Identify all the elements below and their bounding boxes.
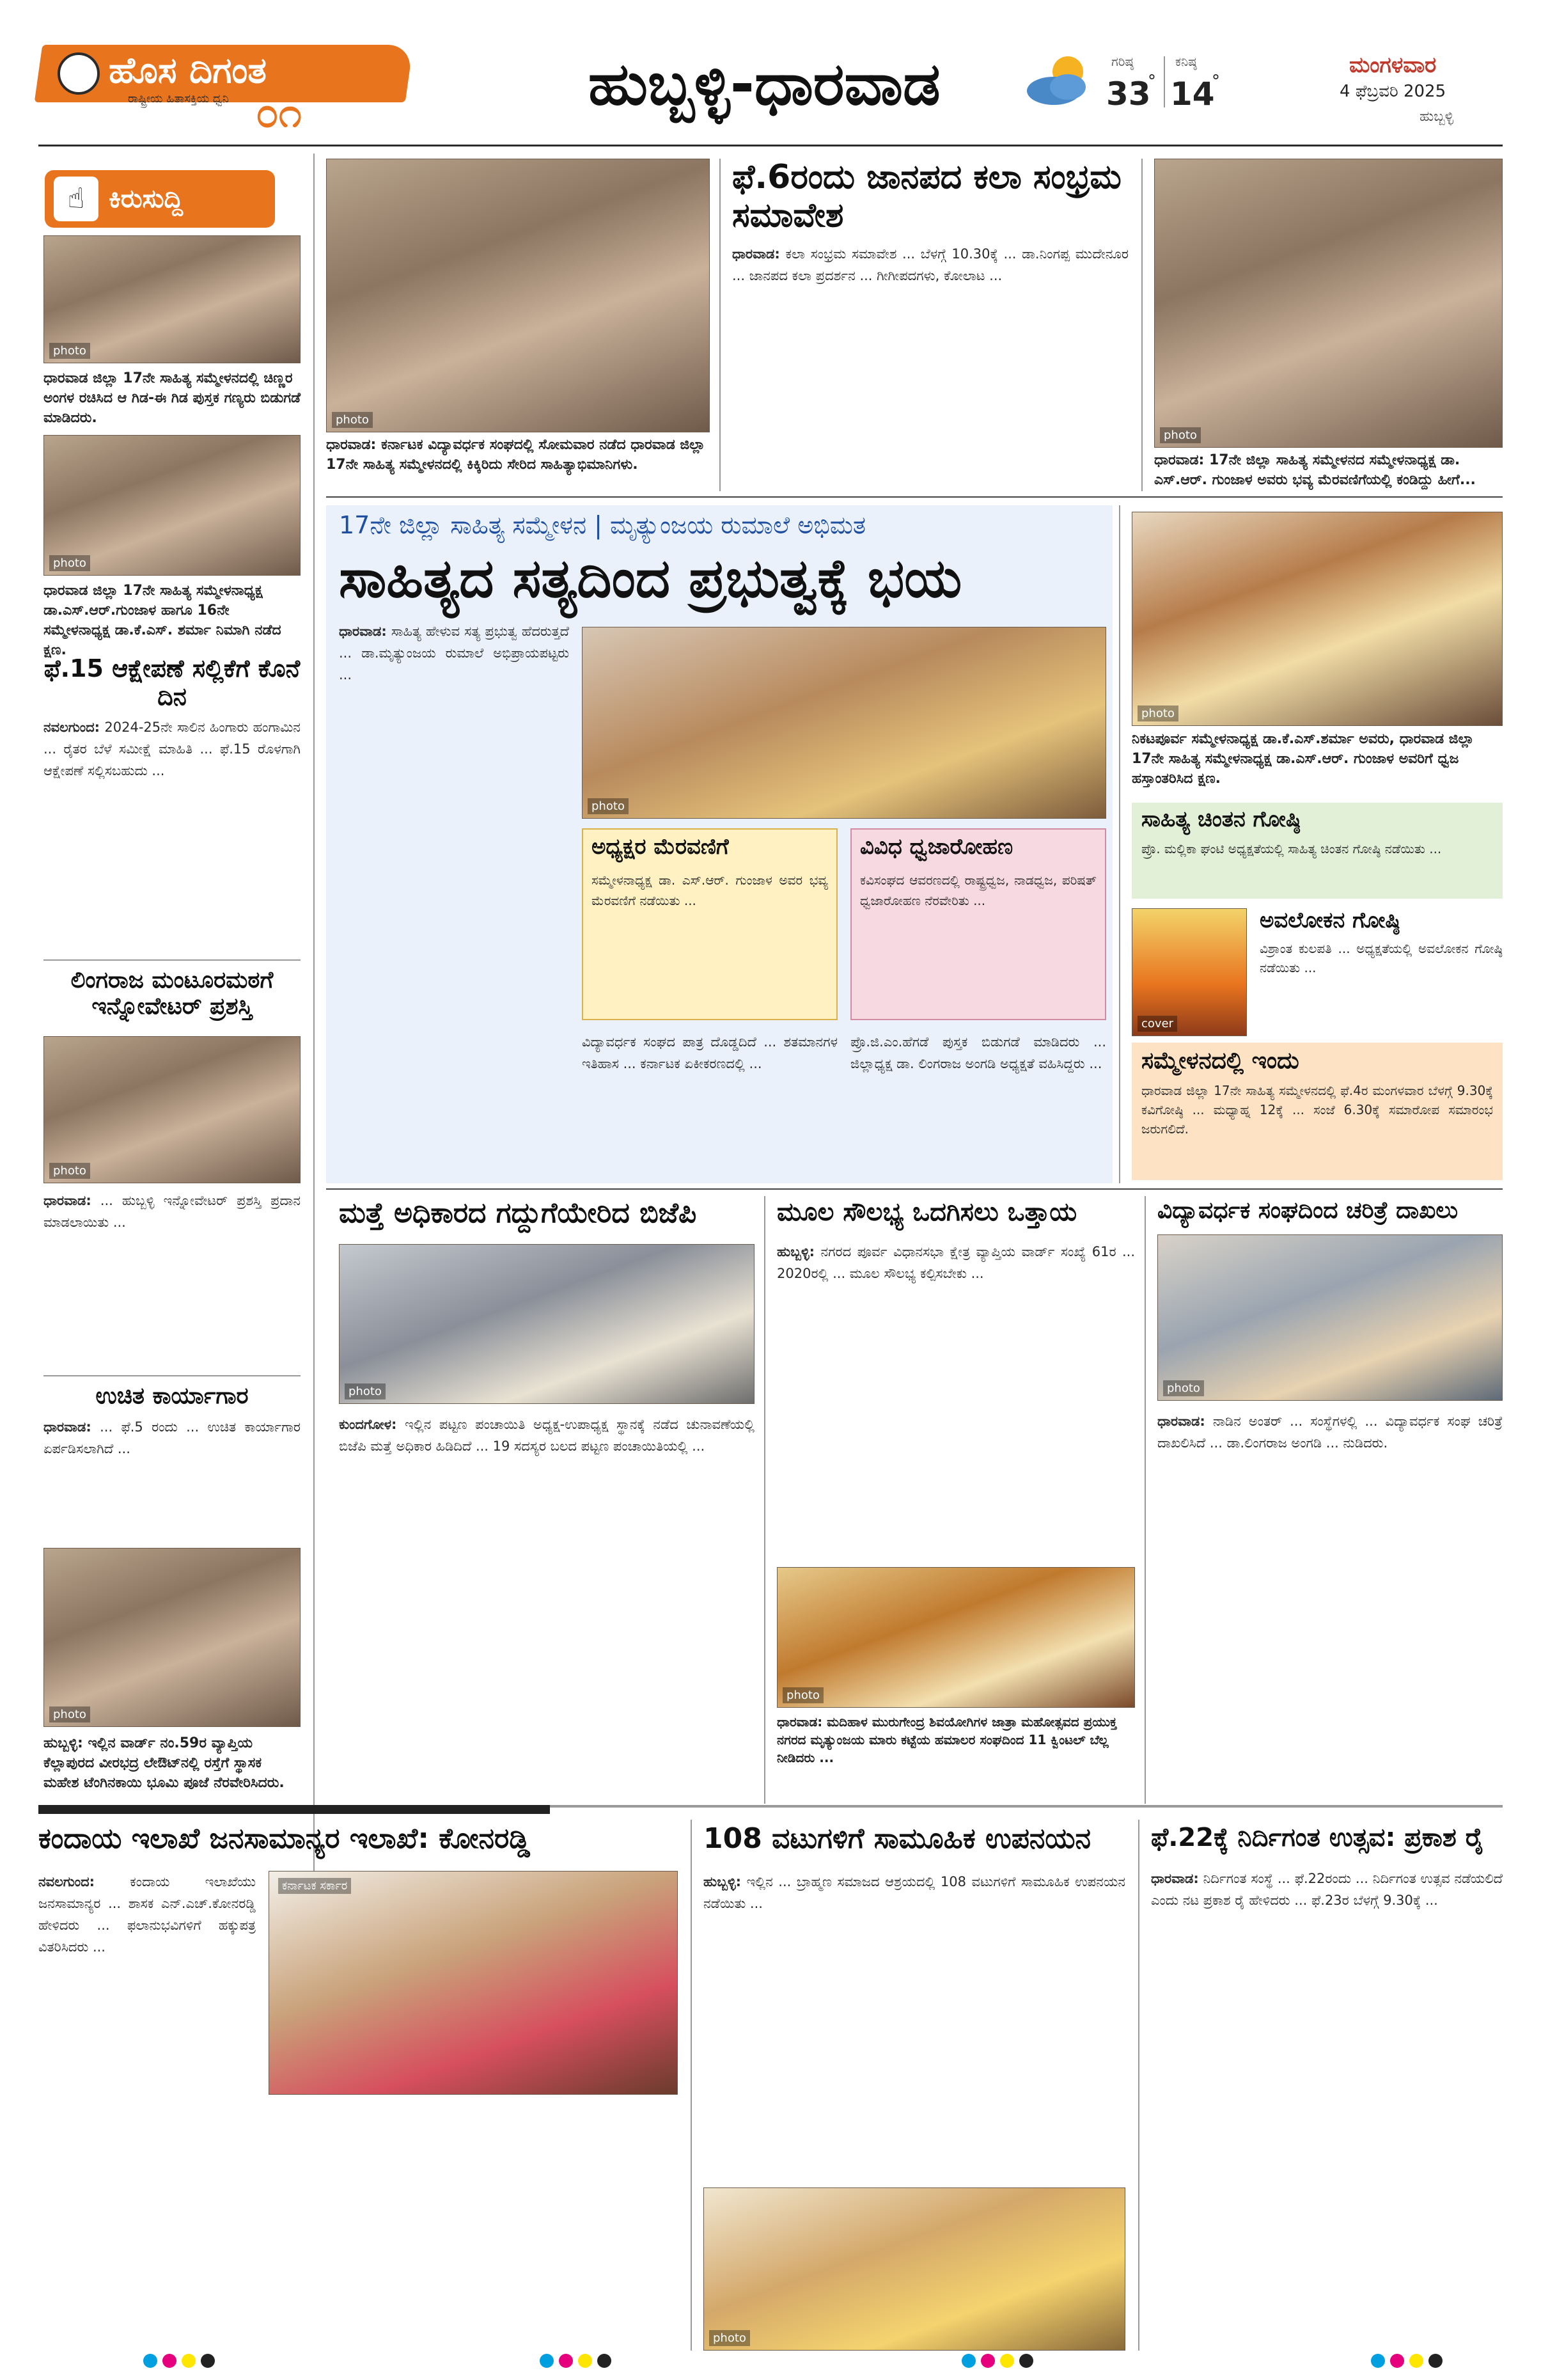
- main-text-col1-text: ಸಾಹಿತ್ಯ ಹೇಳುವ ಸತ್ಯ ಪ್ರಭುತ್ವ ಹೆದರುತ್ತದೆ ... ಡಾ.ಮೃತ್ಯುಂಜಯ ರುಮಾಲೆ ಅಭಿಪ್ರಾಯಪಟ್ಟರು ...: [339, 624, 569, 682]
- edition-title: ಹುಬ್ಬಳ್ಳಿ-ಧಾರವಾಡ: [588, 50, 941, 118]
- top-row-rule: [326, 496, 1503, 498]
- kirusuddi-icon: ☝: [54, 177, 98, 221]
- weather-max-value: 33: [1106, 75, 1151, 113]
- issue-day: ಮಂಗಳವಾರ: [1349, 52, 1437, 78]
- right-column-divider: [1119, 505, 1120, 1183]
- main-photo-stage: photo: [582, 627, 1106, 819]
- weather-divider: [1164, 56, 1165, 107]
- weather-icon: [1023, 51, 1093, 109]
- left-story-1-body: [43, 716, 301, 782]
- left-story-1-title: ಫೆ.15 ಆಕ್ಷೇಪಣೆ ಸಲ್ಲಿಕೆಗೆ ಕೊನೆ ದಿನ: [43, 654, 301, 711]
- left-story-2-text: ... ಹುಬ್ಬಳ್ಳಿ ಇನ್ನೋವೇಟರ್ ಪ್ರಶಸ್ತಿ ಪ್ರದಾನ ಮಾಡಲಾಯಿತು ...: [43, 1193, 301, 1230]
- left-story-3-dateline: ಧಾರವಾಡ:: [43, 1419, 91, 1435]
- weather-max-deg: °: [1148, 72, 1156, 91]
- left-story-3-text: ... ಫೆ.5 ರಂದು ... ಉಚಿತ ಕಾರ್ಯಾಗಾರ ಏರ್ಪಡಿಸಲಾಗಿದೆ ...: [43, 1419, 301, 1456]
- bottom-story-3-text: ನಿರ್ದಿಗಂತ ಸಂಸ್ಥೆ ... ಫೆ.22ರಂದು ... ನಿರ್ದಿಗಂತ ಉತ್ಸವ ನಡೆಯಲಿದೆ ಎಂದು ನಟ ಪ್ರಕಾಶ ರೈ ಹೇಳಿದರು ... ಫೆ.23ರ ಬೆಳಗ್ಗೆ 9.30ಕ್ಕೆ ...: [1151, 1871, 1503, 1908]
- mid-story-1-title: ಮತ್ತೆ ಅಧಿಕಾರದ ಗದ್ದುಗೆಯೇರಿದ ಬಿಜೆಪಿ: [339, 1197, 697, 1229]
- sidebox-flags-title: ವಿವಿಧ ಧ್ವಜಾರೋಹಣ: [860, 834, 1013, 860]
- brand-name: ಹೊಸ ದಿಗಂತ: [109, 50, 267, 91]
- top-photo-audience-caption: ಧಾರವಾಡ: ಕರ್ನಾಟಕ ವಿದ್ಯಾವರ್ಧಕ ಸಂಘದಲ್ಲಿ ಸೋಮವಾರ ನಡೆದ ಧಾರವಾಡ ಜಿಲ್ಲಾ 17ನೇ ಸಾಹಿತ್ಯ ಸಮ್ಮೇಳನದಲ್ಲಿ ಕಿಕ್ಕಿರಿದು ಸೇರಿದ ಸಾಹಿತ್ಯಾಭಿಮಾನಿಗಳು.: [326, 437, 705, 473]
- right-photo-book-cover: cover: [1132, 908, 1247, 1036]
- bottom-story-2-dateline: ಹುಬ್ಬಳ್ಳಿ:: [703, 1874, 742, 1889]
- left-divider-2: [43, 1375, 301, 1376]
- bottom-story-1-text: ಕಂದಾಯ ಇಲಾಖೆಯು ಜನಸಾಮಾನ್ಯರ ... ಶಾಸಕ ಎನ್.ಎಚ್.ಕೋನರಡ್ಡಿ ಹೇಳಿದರು ... ಫಲಾನುಭವಿಗಳಿಗೆ ಹಕ್ಕುಪತ್ರ ವಿತರಿಸಿದರು ...: [38, 1874, 256, 1955]
- mid-story-3-dateline: ಧಾರವಾಡ:: [1157, 1414, 1205, 1429]
- top-center-dateline: ಧಾರವಾಡ:: [732, 246, 780, 262]
- page-number: ೦೧: [256, 90, 302, 137]
- mid-story-2-body: [777, 1241, 1135, 1284]
- bottom-story-3-dateline: ಧಾರವಾಡ:: [1151, 1871, 1199, 1886]
- right-box-chintana-text: ಪ್ರೊ. ಮಲ್ಲಿಕಾ ಘಂಟಿ ಅಧ್ಯಕ್ಷತೆಯಲ್ಲಿ ಸಾಹಿತ್ಯ ಚಿಂತನ ಗೋಷ್ಠಿ ನಡೆಯಿತು ...: [1141, 841, 1442, 856]
- left-story-3-body: [43, 1416, 301, 1460]
- bottom-story-1-photo: [269, 1871, 678, 2095]
- bottom-divider-1: [691, 1820, 692, 2351]
- mid-story-3-photo: photo: [1157, 1234, 1503, 1401]
- main-text-col3: ಪ್ರೊ.ಜಿ.ಎಂ.ಹೆಗಡೆ ಪುಸ್ತಕ ಬಿಡುಗಡೆ ಮಾಡಿದರು ... ಜಿಲ್ಲಾಧ್ಯಕ್ಷ ಡಾ. ಲಿಂಗರಾಜ ಅಂಗಡಿ ಅಧ್ಯಕ್ಷತೆ ವಹಿಸಿದ್ದರು ...: [850, 1034, 1106, 1071]
- weather-min-label: ಕನಿಷ್ಠ: [1175, 54, 1197, 69]
- left-photo-1: photo: [43, 235, 301, 363]
- main-dateline: ಧಾರವಾಡ:: [339, 624, 387, 639]
- mid-story-3-title: ವಿದ್ಯಾವರ್ಧಕ ಸಂಘದಿಂದ ಚರಿತ್ರೆ ದಾಖಲು: [1157, 1197, 1459, 1224]
- left-photo-2: photo: [43, 435, 301, 576]
- bottom-story-2-text: ಇಲ್ಲಿನ ... ಬ್ರಾಹ್ಮಣ ಸಮಾಜದ ಆಶ್ರಯದಲ್ಲಿ 108 ವಟುಗಳಿಗೆ ಸಾಮೂಹಿಕ ಉಪನಯನ ನಡೆಯಿತು ...: [703, 1874, 1125, 1911]
- mid-story-1-body: [339, 1414, 755, 1457]
- main-text-col2: ವಿದ್ಯಾವರ್ಧಕ ಸಂಘದ ಪಾತ್ರ ದೊಡ್ಡದಿದೆ ... ಶತಮಾನಗಳ ಇತಿಹಾಸ ... ಕರ್ನಾಟಕ ಏಕೀಕರಣದಲ್ಲಿ ...: [582, 1034, 838, 1071]
- top-center-text: ಕಲಾ ಸಂಭ್ರಮ ಸಮಾವೇಶ ... ಬೆಳಗ್ಗೆ 10.30ಕ್ಕೆ ... ಡಾ.ನಿಂಗಪ್ಪ ಮುದೇನೂರ ... ಜಾನಪದ ಕಲಾ ಪ್ರದರ್ಶನ ... ಗೀಗೀಪದಗಳು, ಕೋಲಾಟ ...: [732, 246, 1129, 283]
- masthead: [0, 0, 1541, 154]
- left-column-divider: [313, 154, 315, 2040]
- weather-min-value: 14: [1170, 75, 1215, 113]
- top-photo-procession: photo: [1154, 159, 1503, 448]
- brand-logo-icon: [58, 52, 100, 95]
- bottom-story-1-title: ಕಂದಾಯ ಇಲಾಖೆ ಜನಸಾಮಾನ್ಯರ ಇಲಾಖೆ: ಕೋನರಡ್ಡಿ: [38, 1822, 530, 1855]
- left-story-2-dateline: ಧಾರವಾಡ:: [43, 1193, 91, 1208]
- bottom-story-1-photo-label: ಕರ್ನಾಟಕ ಸರ್ಕಾರ: [278, 1878, 351, 1894]
- mid-story-1-text: ಇಲ್ಲಿನ ಪಟ್ಟಣ ಪಂಚಾಯಿತಿ ಅಧ್ಯಕ್ಷ-ಉಪಾಧ್ಯಕ್ಷ ಸ್ಥಾನಕ್ಕೆ ನಡೆದ ಚುನಾವಣೆಯಲ್ಲಿ ಬಿಜೆಪಿ ಮತ್ತೆ ಅಧಿಕಾರ ಹಿಡಿದಿದೆ ... 19 ಸದಸ್ಯರ ಬಲದ ಪಟ್ಟಣ ಪಂಚಾಯಿತಿಯಲ್ಲಿ ...: [339, 1417, 755, 1454]
- issue-date: 4 ಫೆಬ್ರವರಿ 2025: [1340, 82, 1446, 101]
- registration-marks-2: [537, 2354, 614, 2368]
- left-story-1-dateline: ನವಲಗುಂದ:: [43, 720, 100, 735]
- bottom-divider-2: [1138, 1820, 1139, 2351]
- mid-story-2-dateline: ಹುಬ್ಬಳ್ಳಿ:: [777, 1244, 815, 1259]
- main-kicker: 17ನೇ ಜಿಲ್ಲಾ ಸಾಹಿತ್ಯ ಸಮ್ಮೇಳನ | ಮೃತ್ಯುಂಜಯ ರುಮಾಲೆ ಅಭಿಮತ: [339, 511, 866, 539]
- right-photo-caption: ನಿಕಟಪೂರ್ವ ಸಮ್ಮೇಳನಾಧ್ಯಕ್ಷ ಡಾ.ಕೆ.ಎಸ್.ಶರ್ಮಾ ಅವರು, ಧಾರವಾಡ ಜಿಲ್ಲಾ 17ನೇ ಸಾಹಿತ್ಯ ಸಮ್ಮೇಳನಾಧ್ಯಕ್ಷ ಡಾ.ಎಸ್.ಆರ್. ಗುಂಜಾಳ ಅವರಿಗೆ ಧ್ವಜ ಹಸ್ತಾಂತರಿಸಿದ ಕ್ಷಣ.: [1132, 731, 1475, 787]
- bottom-story-2-title: 108 ವಟುಗಳಿಗೆ ಸಾಮೂಹಿಕ ಉಪನಯನ: [703, 1822, 1091, 1855]
- kirusuddi-label: ಕಿರುಸುದ್ದಿ: [109, 184, 184, 214]
- bottom-story-3-title: ಫೆ.22ಕ್ಕೆ ನಿರ್ದಿಗಂತ ಉತ್ಸವ: ಪ್ರಕಾಶ ರೈ: [1151, 1823, 1485, 1852]
- sidebox-procession-title: ಅಧ್ಯಕ್ಷರ ಮೆರವಣಿಗೆ: [591, 834, 729, 860]
- right-box-today-title: ಸಮ್ಮೇಳನದಲ್ಲಿ ಇಂದು: [1141, 1048, 1299, 1074]
- right-box-today-text: ಧಾರವಾಡ ಜಿಲ್ಲಾ 17ನೇ ಸಾಹಿತ್ಯ ಸಮ್ಮೇಳನದಲ್ಲಿ ಫೆ.4ರ ಮಂಗಳವಾರ ಬೆಳಗ್ಗೆ 9.30ಕ್ಕೆ ಕವಿಗೋಷ್ಠಿ ... ಮಧ್ಯಾಹ್ನ 12ಕ್ಕೆ ... ಸಂಜೆ 6.30ಕ್ಕೆ ಸಮಾರೋಪ ಸಮಾರಂಭ ಜರುಗಲಿದೆ.: [1141, 1083, 1493, 1137]
- left-photo-1-caption: ಧಾರವಾಡ ಜಿಲ್ಲಾ 17ನೇ ಸಾಹಿತ್ಯ ಸಮ್ಮೇಳನದಲ್ಲಿ ಚಿಣ್ಣರ ಅಂಗಳ ರಚಿಸಿದ ಆ ಗಿಡ-ಈ ಗಿಡ ಪುಸ್ತಕ ಗಣ್ಯರು ಬಿಡುಗಡೆ ಮಾಡಿದರು.: [43, 370, 301, 426]
- mid-row-bar: [38, 1805, 550, 1814]
- mid-story-3-text: ನಾಡಿನ ಅಂತರ್ ... ಸಂಸ್ಥೆಗಳಲ್ಲಿ ... ವಿದ್ಯಾವರ್ಧಕ ಸಂಘ ಚರಿತ್ರೆ ದಾಖಲಿಸಿದೆ ... ಡಾ.ಲಿಂಗರಾಜ ಅಂಗಡಿ ... ನುಡಿದರು.: [1157, 1414, 1503, 1451]
- left-story-1-text: 2024-25ನೇ ಸಾಲಿನ ಹಿಂಗಾರು ಹಂಗಾಮಿನ ... ರೈತರ ಬೆಳೆ ಸಮೀಕ್ಷೆ ಮಾಹಿತಿ ... ಫೆ.15 ರೊಳಗಾಗಿ ಆಕ್ಷೇಪಣೆ ಸಲ್ಲಿಸಬಹುದು ...: [43, 720, 301, 778]
- masthead-rule: [38, 145, 1503, 146]
- right-box-avalokana-text: ವಿಶ್ರಾಂತ ಕುಲಪತಿ ... ಅಧ್ಯಕ್ಷತೆಯಲ್ಲಿ ಅವಲೋಕನ ಗೋಷ್ಠಿ ನಡೆಯಿತು ...: [1260, 941, 1503, 975]
- mid-story-1-dateline: ಕುಂದಗೋಳ:: [339, 1417, 397, 1432]
- top-photo-procession-caption: ಧಾರವಾಡ: 17ನೇ ಜಿಲ್ಲಾ ಸಾಹಿತ್ಯ ಸಮ್ಮೇಳನದ ಸಮ್ಮೇಳನಾಧ್ಯಕ್ಷ ಡಾ. ಎಸ್.ಆರ್. ಗುಂಜಾಳ ಅವರು ಭವ್ಯ ಮೆರವಣಿಗೆಯಲ್ಲಿ ಕಂಡಿದ್ದು ಹೀಗೆ...: [1154, 452, 1476, 488]
- right-photo-flag-handover: photo: [1132, 512, 1503, 726]
- main-row-rule: [326, 1188, 1503, 1190]
- mid-row-bar-accent: [550, 1805, 1503, 1808]
- mid-story-3-body: [1157, 1410, 1503, 1454]
- mid-story-2-photo: photo: [777, 1567, 1135, 1708]
- bottom-story-2-body: [703, 1871, 1125, 1914]
- weather-min-deg: °: [1212, 72, 1220, 91]
- left-photo-4-caption: ಹುಬ್ಬಳ್ಳಿ: ಇಲ್ಲಿನ ವಾರ್ಡ್ ನಂ.59ರ ವ್ಯಾಪ್ತಿಯ ಕೆಲ್ಲಾಪುರದ ವೀರಭದ್ರ ಲೇಔಟ್‌ನಲ್ಲಿ ರಸ್ತೆಗೆ ಸ್ಥಾಸಕ ಮಹೇಶ ಟೆಂಗಿನಕಾಯಿ ಭೂಮಿ ಪೂಜೆ ನೆರವೇರಿಸಿದರು.: [43, 1735, 285, 1791]
- registration-marks-4: [1368, 2354, 1445, 2368]
- left-photo-4: photo: [43, 1548, 301, 1727]
- sidebox-flags-text: ಕವಿಸಂಘದ ಆವರಣದಲ್ಲಿ ರಾಷ್ಟ್ರಧ್ವಜ, ನಾಡಧ್ವಜ, ಪರಿಷತ್ ಧ್ವಜಾರೋಹಣ ನೆರವೇರಿತು ...: [860, 872, 1097, 908]
- left-photo-3: photo: [43, 1036, 301, 1183]
- top-photo-audience: photo: [326, 159, 710, 432]
- main-text-col1: [339, 620, 569, 686]
- left-column: [38, 154, 307, 2040]
- bottom-story-1-body: [38, 1871, 256, 1958]
- bottom-story-1-dateline: ನವಲಗುಂದ:: [38, 1874, 95, 1889]
- bottom-story-3-body: [1151, 1868, 1503, 1911]
- left-story-2-body: [43, 1190, 301, 1233]
- sidebox-procession-text: ಸಮ್ಮೇಳನಾಧ್ಯಕ್ಷ ಡಾ. ಎಸ್.ಆರ್. ಗುಂಜಾಳ ಅವರ ಭವ್ಯ ಮೆರವಣಿಗೆ ನಡೆಯಿತು ...: [591, 872, 828, 908]
- left-story-2-title: ಲಿಂಗರಾಜ ಮಂಟೂರಮಠಗೆ ಇನ್ನೋವೇಟರ್ ಪ್ರಶಸ್ತಿ: [70, 967, 274, 1020]
- brand-tagline: ರಾಷ್ಟ್ರೀಯ ಹಿತಾಸಕ್ತಿಯ ಧ್ವನಿ: [128, 92, 229, 106]
- top-divider-1: [719, 159, 721, 491]
- top-divider-2: [1141, 159, 1143, 491]
- left-photo-2-caption: ಧಾರವಾಡ ಜಿಲ್ಲಾ 17ನೇ ಸಾಹಿತ್ಯ ಸಮ್ಮೇಳನಾಧ್ಯಕ್ಷ ಡಾ.ಎಸ್.ಆರ್.ಗುಂಜಾಳ ಹಾಗೂ 16ನೇ ಸಮ್ಮೇಳನಾಧ್ಯಕ್ಷ ಡಾ.ಕೆ.ಎಸ್. ಶರ್ಮಾ ನಿಮಾಗಿ ನಡೆದ ಕ್ಷಣ.: [43, 583, 281, 658]
- main-headline: ಸಾಹಿತ್ಯದ ಸತ್ಯದಿಂದ ಪ್ರಭುತ್ವಕ್ಕೆ ಭಯ: [339, 547, 962, 610]
- mid-story-2-text: ನಗರದ ಪೂರ್ವ ವಿಧಾನಸಭಾ ಕ್ಷೇತ್ರ ವ್ಯಾಪ್ತಿಯ ವಾರ್ಡ್ ಸಂಖ್ಯೆ 61ರ ... 2020ರಲ್ಲಿ ... ಮೂಲ ಸೌಲಭ್ಯ ಕಲ್ಪಿಸಬೇಕು ...: [777, 1244, 1135, 1281]
- mid-story-2-photo-caption: ಧಾರವಾಡ: ಮದಿಹಾಳ ಮುರುಗೇಂದ್ರ ಶಿವಯೋಗಿಗಳ ಜಾತ್ರಾ ಮಹೋತ್ಸವದ ಪ್ರಯುಕ್ತ ನಗರದ ಮೃತ್ಯುಂಜಯ ಮಾರು ಕಟ್ಟೆಯ ಹಮಾಲರ ಸಂಘದಿಂದ 11 ಕ್ವಿಂಟಲ್ ಬೆಲ್ಲ ನೀಡಿದರು ...: [777, 1714, 1117, 1765]
- registration-marks-3: [959, 2354, 1036, 2368]
- top-center-title: ಫೆ.6ರಂದು ಜಾನಪದ ಕಲಾ ಸಂಭ್ರಮ ಸಮಾವೇಶ: [732, 158, 1122, 235]
- mid-story-2-title: ಮೂಲ ಸೌಲಭ್ಯ ಒದಗಿಸಲು ಒತ್ತಾಯ: [777, 1197, 1077, 1227]
- registration-marks-1: [141, 2354, 217, 2368]
- right-box-avalokana-title: ಅವಲೋಕನ ಗೋಷ್ಠಿ: [1260, 908, 1400, 933]
- right-box-chintana-title: ಸಾಹಿತ್ಯ ಚಿಂತನ ಗೋಷ್ಠಿ: [1141, 807, 1301, 832]
- left-story-3-title: ಉಚಿತ ಕಾರ್ಯಾಗಾರ: [95, 1383, 249, 1409]
- mid-divider-2: [1145, 1196, 1146, 1804]
- mid-divider-1: [764, 1196, 765, 1804]
- weather-max-label: ಗರಿಷ್ಠ: [1111, 54, 1134, 69]
- issue-city: ಹುಬ್ಬಳ್ಳಿ: [1420, 109, 1454, 125]
- bottom-story-2-photo: photo: [703, 2187, 1125, 2351]
- top-center-body: [732, 243, 1129, 287]
- left-divider-1: [43, 959, 301, 961]
- mid-story-1-photo: photo: [339, 1244, 755, 1404]
